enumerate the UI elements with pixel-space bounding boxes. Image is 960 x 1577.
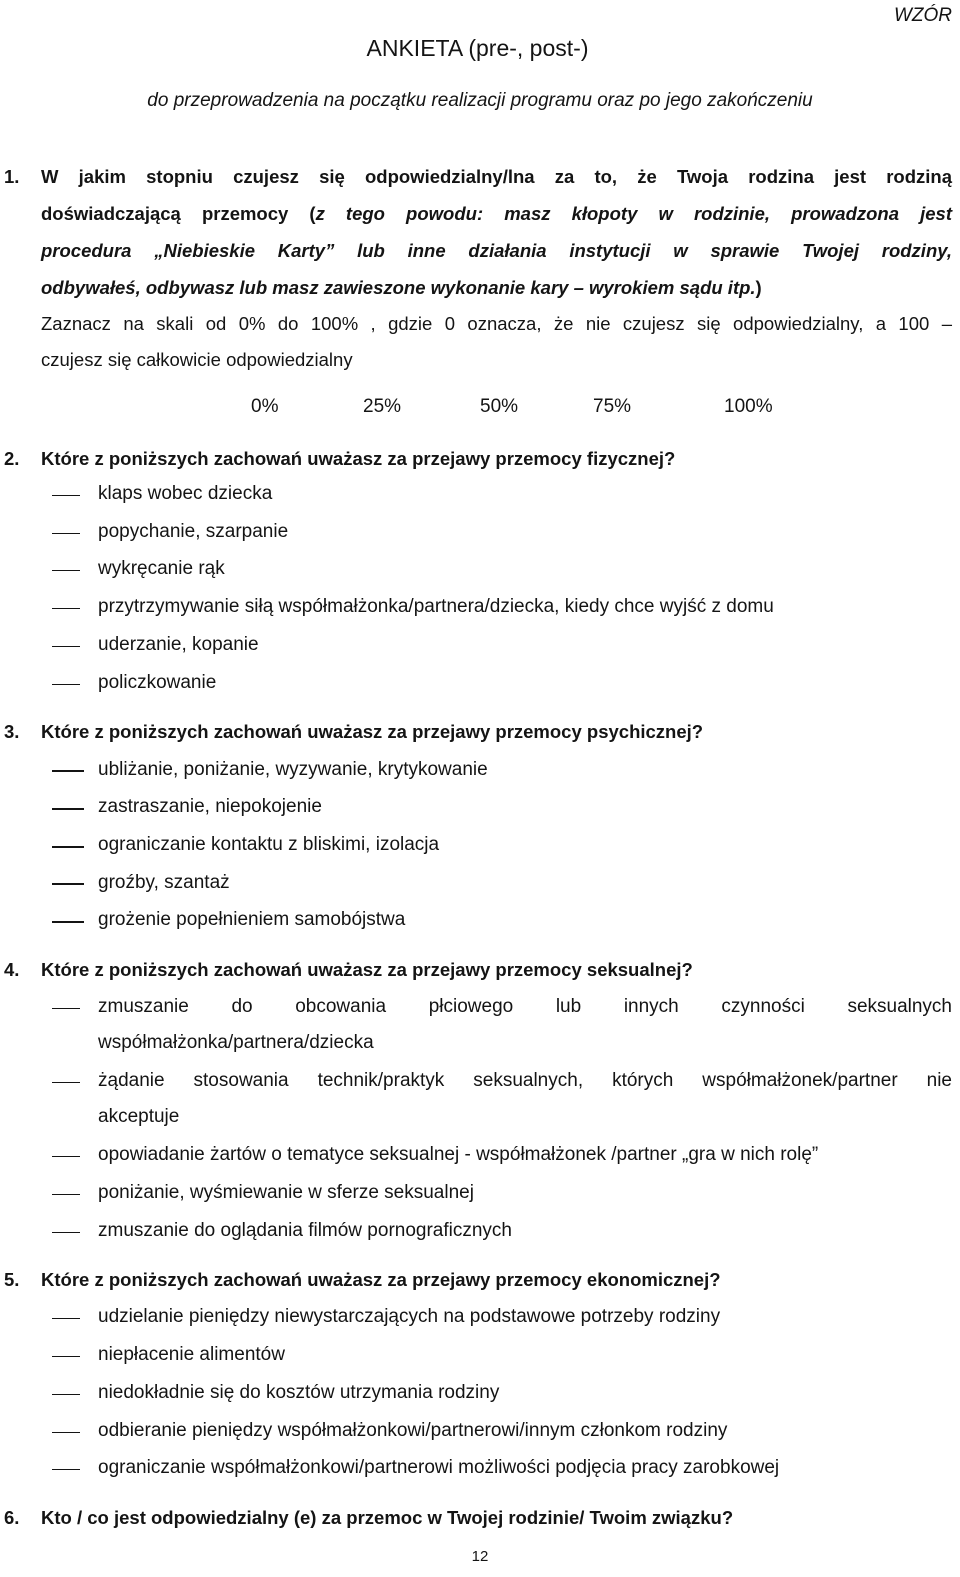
q3-bullet-dash xyxy=(52,921,84,923)
q5-option[interactable]: niedokładnie się do kosztów utrzymania rodziny xyxy=(98,1382,500,1403)
q3-text: Które z poniższych zachowań uważasz za przejawy przemocy psychicznej? xyxy=(41,721,704,742)
q4-option-continuation[interactable]: akceptuje xyxy=(98,1106,180,1127)
q2-bullet-dash xyxy=(52,684,80,685)
page-number: 12 xyxy=(471,1548,489,1565)
q2-option[interactable]: wykręcanie rąk xyxy=(98,558,225,579)
q5-bullet-dash xyxy=(52,1469,80,1470)
q3-bullet-dash xyxy=(52,808,84,810)
q3-option[interactable]: groźby, szantaż xyxy=(98,872,230,893)
template-label: WZÓR xyxy=(893,5,952,26)
q2-option[interactable]: klaps wobec dziecka xyxy=(98,483,273,504)
q4-bullet-dash xyxy=(52,1008,80,1009)
q4-option-continuation[interactable]: współmałżonka/partnera/dziecka xyxy=(98,1032,374,1053)
scale-option-100[interactable]: 100% xyxy=(724,396,773,417)
q4-bullet-dash xyxy=(52,1194,80,1195)
q2-bullet-dash xyxy=(52,495,80,496)
document-title: ANKIETA (pre-, post-) xyxy=(366,35,589,61)
q3-option[interactable]: zastraszanie, niepokojenie xyxy=(98,796,322,817)
q2-number: 2. xyxy=(4,448,20,469)
q2-option[interactable]: uderzanie, kopanie xyxy=(98,634,259,655)
q2-bullet-dash xyxy=(52,570,80,571)
q2-option[interactable]: popychanie, szarpanie xyxy=(98,521,289,542)
q3-bullet-dash xyxy=(52,883,84,885)
q1-line-4-end: ) xyxy=(755,277,762,298)
q4-bullet-dash xyxy=(52,1232,80,1233)
q1-line-3: procedura „Niebieskie Karty” lub inne działania instytucji w sprawie Twojej rodziny, xyxy=(41,240,952,261)
q5-bullet-dash xyxy=(52,1432,80,1433)
q1-instruction-2: czujesz się całkowicie odpowiedzialny xyxy=(41,349,353,370)
q1-line-2-italic: z tego powodu: masz kłopoty w rodzinie, prowadzona jest xyxy=(315,203,952,224)
q2-option[interactable]: przytrzymywanie siłą współmałżonka/partnera/dziecka, kiedy chce wyjść z domu xyxy=(98,596,774,617)
q6-text: Kto / co jest odpowiedzialny (e) za przemoc w Twojej rodzinie/ Twoim związku? xyxy=(41,1507,734,1528)
q2-bullet-dash xyxy=(52,533,80,534)
q4-text: Które z poniższych zachowań uważasz za przejawy przemocy seksualnej? xyxy=(41,959,693,980)
q3-bullet-dash xyxy=(52,846,84,848)
q1-line-1: W jakim stopniu czujesz się odpowiedzialny/lna za to, że Twoja rodzina jest rodziną xyxy=(41,166,952,187)
q5-bullet-dash xyxy=(52,1356,80,1357)
q5-option[interactable]: niepłacenie alimentów xyxy=(98,1344,285,1365)
q4-option[interactable]: zmuszanie do obcowania płciowego lub innych czynności seksualnych xyxy=(98,996,952,1017)
q3-option[interactable]: grożenie popełnieniem samobójstwa xyxy=(98,909,406,930)
q1-line-4 xyxy=(41,277,952,299)
q1-instruction-1: Zaznacz na skali od 0% do 100% , gdzie 0 oznacza, że nie czujesz się odpowiedzialny, a 100 – xyxy=(41,313,952,334)
q2-bullet-dash xyxy=(52,646,80,647)
q4-option[interactable]: poniżanie, wyśmiewanie w sferze seksualnej xyxy=(98,1182,474,1203)
q6-number: 6. xyxy=(4,1507,20,1528)
scale-option-25[interactable]: 25% xyxy=(363,396,402,417)
scale-option-75[interactable]: 75% xyxy=(593,396,632,417)
q5-bullet-dash xyxy=(52,1394,80,1395)
q5-number: 5. xyxy=(4,1269,20,1290)
q3-option[interactable]: ubliżanie, poniżanie, wyzywanie, krytykowanie xyxy=(98,759,488,780)
q1-line-4-italic: odbywałeś, odbywasz lub masz zawieszone wykonanie kary – wyrokiem sądu itp. xyxy=(41,277,756,298)
q2-option[interactable]: policzkowanie xyxy=(98,672,217,693)
q5-bullet-dash xyxy=(52,1318,80,1319)
q5-option[interactable]: udzielanie pieniędzy niewystarczających na podstawowe potrzeby rodziny xyxy=(98,1306,721,1327)
q4-option[interactable]: zmuszanie do oglądania filmów pornograficznych xyxy=(98,1220,513,1241)
document-subtitle: do przeprowadzenia na początku realizacji programu oraz po jego zakończeniu xyxy=(147,90,813,111)
q2-bullet-dash xyxy=(52,608,80,609)
q5-option[interactable]: odbieranie pieniędzy współmałżonkowi/partnerowi/innym członkom rodziny xyxy=(98,1420,728,1441)
scale-option-50[interactable]: 50% xyxy=(480,396,519,417)
q1-number: 1. xyxy=(4,166,20,187)
q2-text: Które z poniższych zachowań uważasz za przejawy przemocy fizycznej? xyxy=(41,448,676,469)
q5-text: Które z poniższych zachowań uważasz za przejawy przemocy ekonomicznej? xyxy=(41,1269,721,1290)
q3-bullet-dash xyxy=(52,770,84,772)
q4-number: 4. xyxy=(4,959,20,980)
q3-number: 3. xyxy=(4,721,20,742)
scale-option-0[interactable]: 0% xyxy=(251,396,279,417)
q3-option[interactable]: ograniczanie kontaktu z bliskimi, izolacja xyxy=(98,834,440,855)
q4-option[interactable]: opowiadanie żartów o tematyce seksualnej - współmałżonek /partner „gra w nich rolę” xyxy=(98,1144,819,1165)
q5-option[interactable]: ograniczanie współmałżonkowi/partnerowi możliwości podjęcia pracy zarobkowej xyxy=(98,1457,780,1478)
q1-line-2-start: doświadczającą przemocy ( xyxy=(41,203,316,224)
q1-line-2 xyxy=(41,203,952,225)
q4-option[interactable]: żądanie stosowania technik/praktyk seksualnych, których współmałżonek/partner nie xyxy=(98,1070,952,1091)
q4-bullet-dash xyxy=(52,1156,80,1157)
q4-bullet-dash xyxy=(52,1082,80,1083)
